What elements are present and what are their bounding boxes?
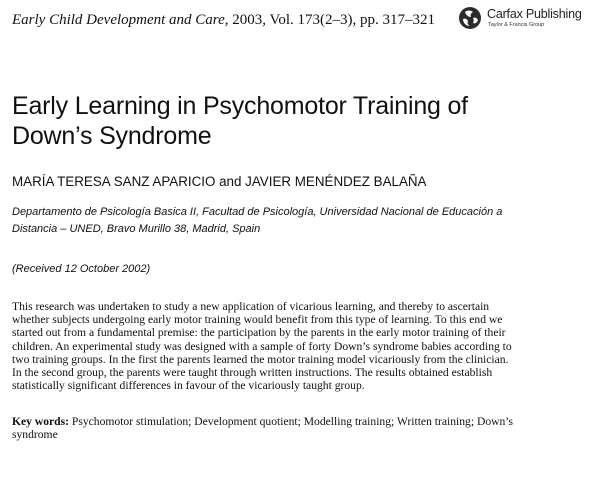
article-title (12, 91, 592, 151)
received-date: (Received 12 October 2002) (12, 263, 151, 275)
journal-citation (12, 10, 435, 30)
abstract-line: In the second group, the parents were taught through written instructions. The results obtained establish (12, 366, 493, 380)
article-authors: MARÍA TERESA SANZ APARICIO and JAVIER MENÉNDEZ BALAÑA (12, 174, 427, 189)
journal-volume-pages: , 2003, Vol. 173(2–3), pp. 317–321 (224, 12, 436, 28)
keywords-label: Key words: (12, 415, 69, 428)
abstract-line: whether subjects undergoing early motor training would benefit from this type of learning. To this end we (12, 313, 503, 327)
abstract-line: This research was undertaken to study a new application of vicarious learning, and thereby to ascertain (12, 300, 490, 313)
carfax-globe-icon (458, 6, 482, 30)
abstract (12, 300, 592, 392)
abstract-line: started out from a fundamental premise: the participation by the parents in the early motor training of their (12, 326, 506, 340)
publisher-subtitle: Taylor & Francis Group (488, 22, 545, 28)
author-affiliation (12, 204, 592, 238)
keywords-line-1 (12, 415, 592, 428)
keywords-text-2: syndrome (12, 428, 58, 442)
abstract-line: children. An experimental study was designed with a sample of forty Down’s syndrome babies according to (12, 339, 512, 353)
publisher-logo (458, 6, 598, 32)
journal-name: Early Child Development and Care (12, 12, 225, 28)
affiliation-line-1: Departamento de Psicología Basica II, Facultad de Psicología, Universidad Nacional de Educación a (12, 206, 503, 218)
abstract-line: two training groups. In the first the parents learned the motor training model vicariously from the clinician. (12, 352, 509, 366)
affiliation-line-2: Distancia – UNED, Bravo Murillo 38, Madrid, Spain (12, 223, 261, 235)
keywords-text-1: Psychomotor stimulation; Development quotient; Modelling training; Written training; Down’s (69, 415, 514, 428)
article-title-line-2: Down’s Syndrome (12, 122, 212, 150)
article-title-line-1: Early Learning in Psychomotor Training of (12, 92, 468, 120)
keywords (12, 415, 592, 441)
publisher-name: Carfax Publishing (487, 7, 582, 21)
abstract-line: statistically significant differences in favour of the vicariously taught group. (12, 379, 365, 393)
